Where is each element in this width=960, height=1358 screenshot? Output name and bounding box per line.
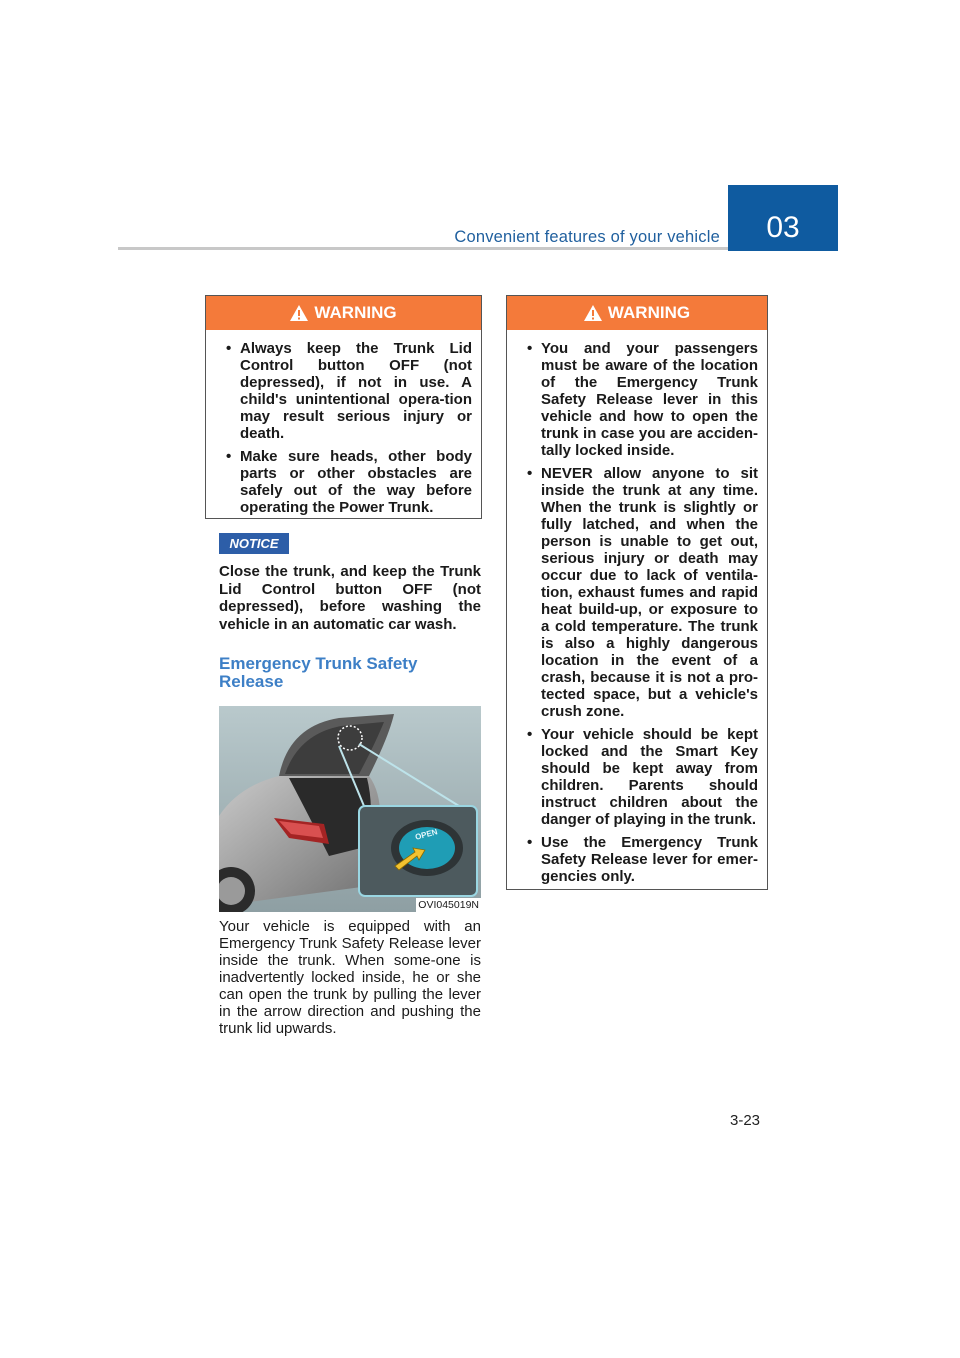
- list-item: • Make sure heads, other body parts or other obstacles are safely out of the way before operating the Power Trunk.: [226, 448, 472, 516]
- trunk-release-figure: [219, 706, 481, 912]
- notice-badge: NOTICE: [219, 533, 289, 554]
- header-rule: [118, 247, 728, 250]
- list-item: • Your vehicle should be kept locked and the Smart Key should be kept away from children. Parents should instruct children about the danger of playing in the trunk.: [527, 726, 758, 828]
- list-item: • Always keep the Trunk Lid Control button OFF (not depressed), if not in use. A child's unintentional opera-tion may result serious injury or death.: [226, 340, 472, 442]
- chapter-number: 03: [766, 211, 800, 244]
- left-warning-box: [205, 295, 482, 519]
- right-warning-box: [506, 295, 768, 890]
- section-title: Convenient features of your vehicle: [454, 228, 720, 246]
- right-warning-list: [507, 330, 767, 899]
- left-warning-header: [206, 296, 481, 330]
- page-number: 3-23: [730, 1112, 761, 1129]
- list-item: • NEVER allow anyone to sit inside the trunk at any time. When the trunk is slightly or fully latched, and when the person is unable to get out, serious injury or death may occur due to lack of ventila-tion, exhaust fumes and rapid heat build-up, or exposure to a cold temperature. The trunk is also a highly dangerous location in the event of a crash, because it is not a pro-tected space, but a vehicle's crush zone.: [527, 465, 758, 720]
- chapter-badge: [728, 185, 838, 251]
- figure-code: OVI045019N: [418, 899, 479, 911]
- body-paragraph: Your vehicle is equipped with an Emergency Trunk Safety Release lever inside the trunk. When some-one is inadvertently locked inside, he or she can open the trunk by pulling the lever in the arrow direction and pushing the trunk lid upwards.: [219, 918, 481, 1037]
- right-warning-title: WARNING: [607, 303, 691, 322]
- list-item: • You and your passengers must be aware of the location of the Emergency Trunk Safety Release lever in this vehicle and how to open the trunk in case you are acciden-tally locked inside.: [527, 340, 758, 459]
- notice-text: Close the trunk, and keep the Trunk Lid Control button OFF (not depressed), before washing the vehicle in an automatic car wash.: [219, 563, 481, 633]
- section-heading: Emergency Trunk Safety Release: [219, 654, 418, 691]
- warning-triangle-icon: [584, 305, 602, 321]
- warning-triangle-icon: [290, 305, 308, 321]
- left-warning-list: [206, 330, 481, 530]
- open-button-label: OPEN: [414, 827, 439, 842]
- list-item: • Use the Emergency Trunk Safety Release lever for emer-gencies only.: [527, 834, 758, 885]
- car-trunk-illustration: [219, 706, 481, 912]
- left-warning-title: WARNING: [314, 303, 397, 322]
- right-warning-header: [507, 296, 767, 330]
